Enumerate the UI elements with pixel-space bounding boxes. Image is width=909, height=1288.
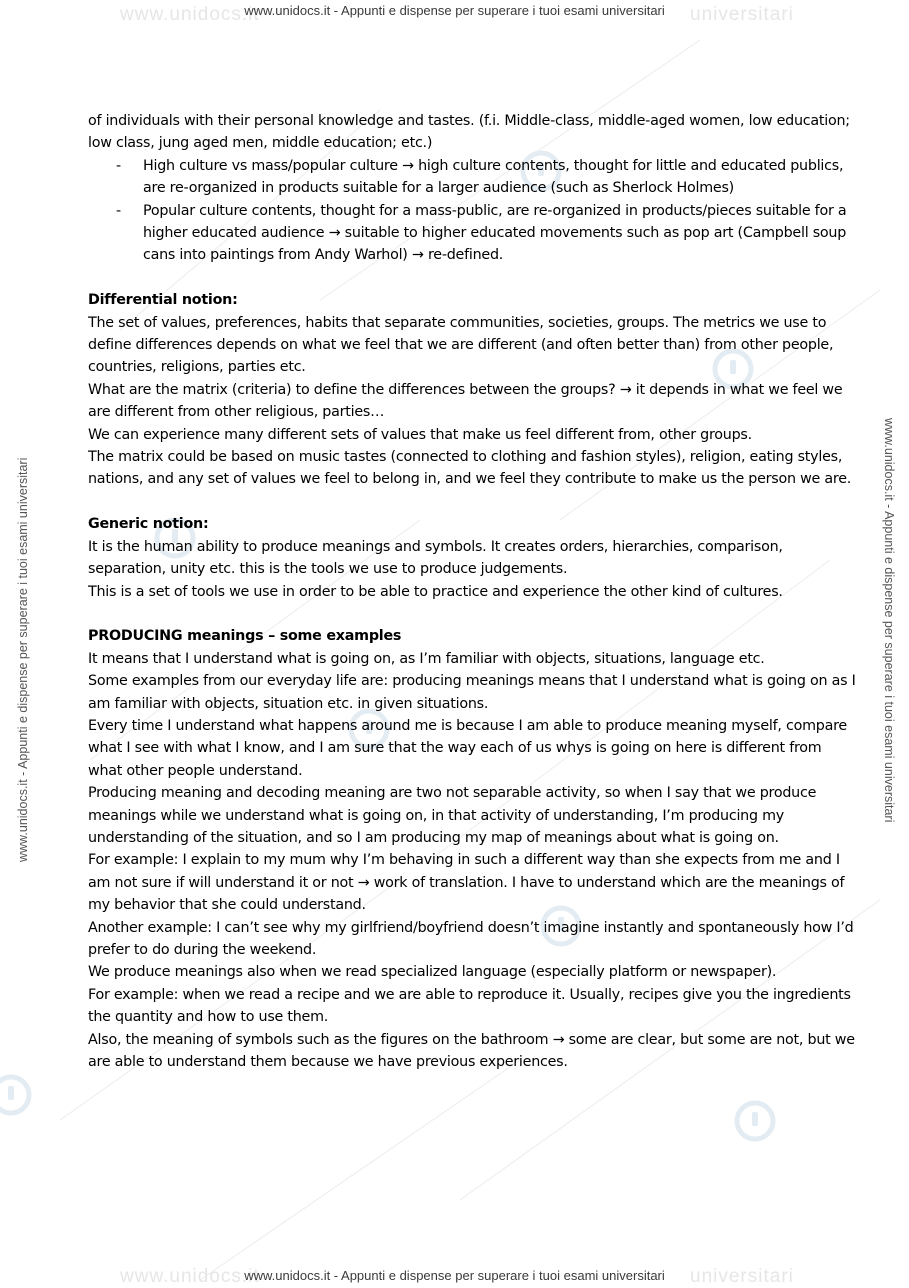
paragraph: For example: when we read a recipe and we are able to reproduce it. Usually, recipes give you the ingredients the quantity and how to use them. xyxy=(88,986,851,1026)
document-body xyxy=(88,110,858,1073)
bullet-dash: - xyxy=(116,157,121,174)
page-footer: www.unidocs.it - Appunti e dispense per superare i tuoi esami universitari xyxy=(244,1268,665,1283)
paragraph: Some examples from our everyday life are: producing meanings means that I understand what is going on as I am familiar with objects, situation etc. in given situations. xyxy=(88,673,856,712)
paragraph: Every time I understand what happens around me is because I am able to produce meaning myself, compare what I see with what I know, and I am sure that the way each of us whys is going on here is different from what other people understand. xyxy=(88,717,847,779)
spacer xyxy=(88,491,858,513)
paragraph: We produce meanings also when we read specialized language (especially platform or newspaper). xyxy=(88,964,777,981)
intro-paragraph: of individuals with their personal knowledge and tastes. (f.i. Middle-class, middle-aged women, low education; low class, jung aged men, middle education; etc.) xyxy=(88,113,850,152)
paragraph: Another example: I can’t see why my girlfriend/boyfriend doesn’t imagine instantly and spontaneously how I’d prefer to do during the weekend. xyxy=(88,919,854,958)
section-heading-differential: Differential notion: xyxy=(88,292,238,309)
section-heading-generic: Generic notion: xyxy=(88,516,209,533)
paragraph: For example: I explain to my mum why I’m behaving in such a different way than she expects from me and I am not sure if will understand it or not → work of translation. I have to understand which are the meanings of my behavior that she could understand. xyxy=(88,852,845,914)
page-header: www.unidocs.it - Appunti e dispense per superare i tuoi esami universitari xyxy=(244,3,665,18)
paragraph: Also, the meaning of symbols such as the figures on the bathroom → some are clear, but some are not, but we are able to understand them because we have previous experiences. xyxy=(88,1031,855,1071)
bullet-list xyxy=(88,155,858,267)
watermark-text: universitari xyxy=(690,1266,794,1287)
spacer xyxy=(88,267,858,289)
bullet-dash: - xyxy=(116,202,121,219)
watermark-text: www.unidocs.it xyxy=(120,4,260,25)
spacer xyxy=(88,603,858,625)
list-item xyxy=(88,155,858,200)
list-item-text: High culture vs mass/popular culture → high culture contents, thought for little and educated publics, are re-organized in products suitable for a larger audience (such as Sherlock Holmes) xyxy=(143,157,844,197)
watermark-text: universitari xyxy=(690,4,794,25)
watermark-text: www.unidocs.it xyxy=(120,1266,260,1287)
side-watermark-right: www.unidocs.it - Appunti e dispense per superare i tuoi esami universitari xyxy=(882,418,896,823)
unidocs-logo-icon xyxy=(0,1072,34,1118)
paragraph: It means that I understand what is going on, as I’m familiar with objects, situations, language etc. xyxy=(88,650,765,667)
section-heading-producing: PRODUCING meanings – some examples xyxy=(88,628,402,645)
paragraph: Producing meaning and decoding meaning are two not separable activity, so when I say that we produce meanings while we understand what is going on, in that activity of understanding, I’m producing my understanding of the situation, and so I am producing my map of meanings about what is going on. xyxy=(88,785,817,846)
paragraph: We can experience many different sets of values that make us feel different from, other groups. xyxy=(88,426,752,443)
paragraph: The set of values, preferences, habits that separate communities, societies, groups. The metrics we use to define differences depends on what we feel that we are different (and often better than) from other people, countries, religions, parties etc. xyxy=(88,314,834,376)
list-item xyxy=(88,200,858,267)
paragraph: This is a set of tools we use in order to be able to practice and experience the other kind of cultures. xyxy=(88,583,783,600)
paragraph: What are the matrix (criteria) to define the differences between the groups? → it depends in what we feel we are different from other religious, parties… xyxy=(88,381,843,421)
paragraph: It is the human ability to produce meanings and symbols. It creates orders, hierarchies, comparison, separation, unity etc. this is the tools we use to produce judgements. xyxy=(88,538,783,578)
side-watermark-left: www.unidocs.it - Appunti e dispense per superare i tuoi esami universitari xyxy=(16,457,30,862)
list-item-text: Popular culture contents, thought for a mass-public, are re-organized in products/pieces suitable for a higher educated audience → suitable to higher educated movements such as pop art (Campbell soup cans into paintings from Andy Warhol) → re-defined. xyxy=(143,202,847,264)
paragraph: The matrix could be based on music tastes (connected to clothing and fashion styles), religion, eating styles, nations, and any set of values we feel to belong in, and we feel they contribute to make us the person we are. xyxy=(88,449,852,488)
unidocs-logo-icon xyxy=(732,1098,778,1144)
